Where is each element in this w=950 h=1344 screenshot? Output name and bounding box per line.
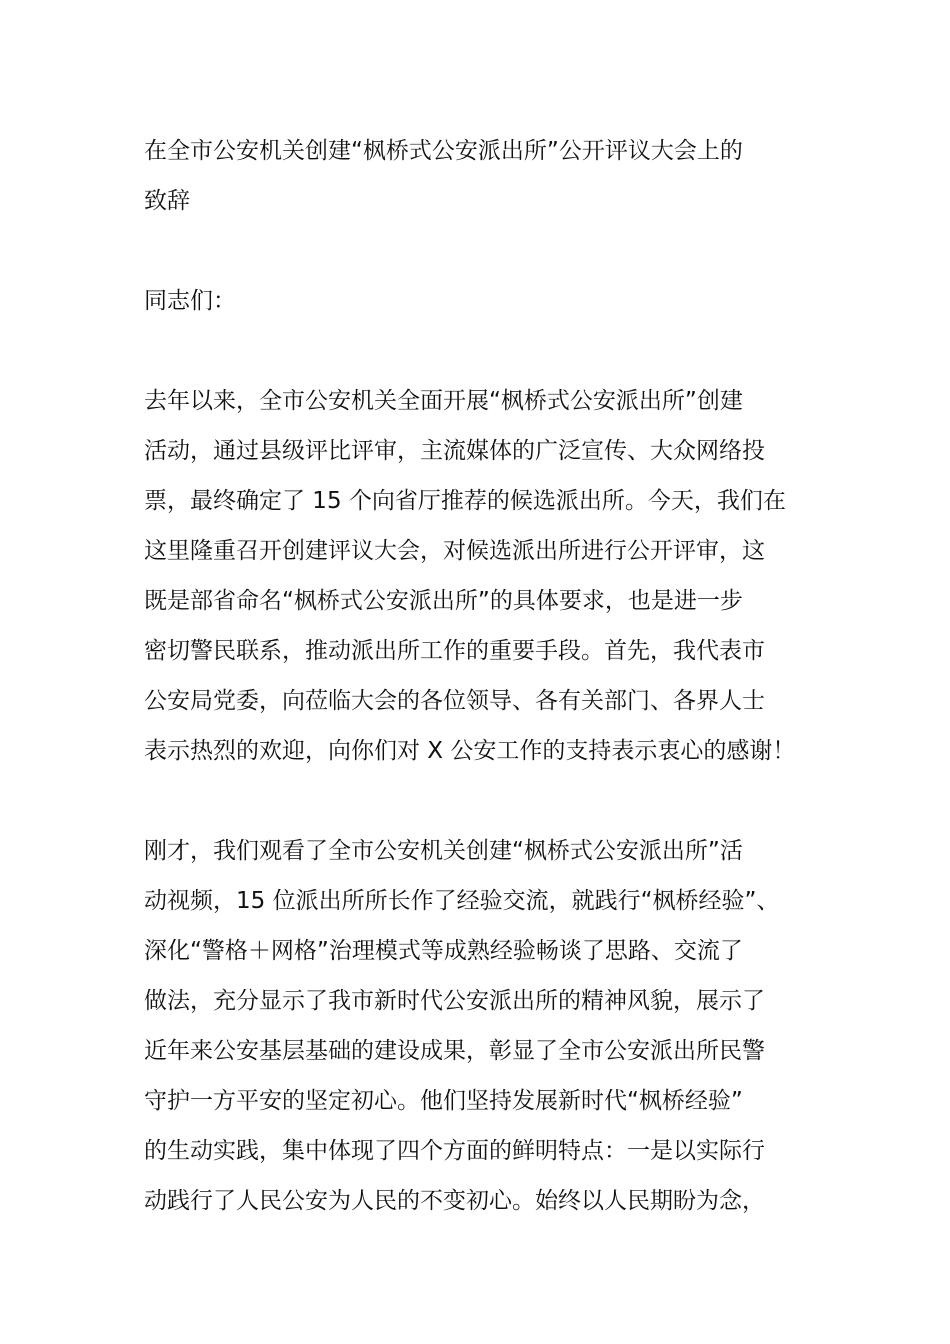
paragraph-line: 刚才，我们观看了全市公安机关创建“枫桥式公安派出所”活 [144, 838, 743, 864]
paragraph-line: 去年以来，全市公安机关全面开展“枫桥式公安派出所”创建 [144, 388, 743, 414]
paragraph-line: 密切警民联系，推动派出所工作的重要手段。首先，我代表市 [144, 638, 765, 664]
paragraph-line: 公安局党委，向莅临大会的各位领导、各有关部门、各界人士 [144, 688, 765, 714]
salutation-text: 同志们： [144, 288, 236, 314]
paragraph-line: 动践行了人民公安为人民的不变初心。始终以人民期盼为念， [144, 1188, 765, 1214]
paragraph-2 [144, 826, 824, 1226]
paragraph-line: 近年来公安基层基础的建设成果，彰显了全市公安派出所民警 [144, 1038, 765, 1064]
document-body [144, 126, 824, 1226]
paragraph-line: 动视频，15 位派出所所长作了经验交流，就践行“枫桥经验”、 [144, 888, 780, 914]
paragraph-1 [144, 376, 824, 776]
paragraph-line: 的生动实践，集中体现了四个方面的鲜明特点：一是以实际行 [144, 1138, 765, 1164]
paragraph-line: 守护一方平安的坚定初心。他们坚持发展新时代“枫桥经验” [144, 1088, 743, 1114]
paragraph-line: 深化“警格＋网格”治理模式等成熟经验畅谈了思路、交流了 [144, 938, 743, 964]
document-title [144, 126, 824, 226]
salutation [144, 276, 824, 326]
paragraph-line: 做法，充分显示了我市新时代公安派出所的精神风貌，展示了 [144, 988, 765, 1014]
title-line: 致辞 [144, 188, 190, 214]
paragraph-line: 票，最终确定了 15 个向省厅推荐的候选派出所。今天，我们在 [144, 488, 786, 514]
paragraph-line: 表示热烈的欢迎，向你们对 X 公安工作的支持表示衷心的感谢！ [144, 738, 796, 764]
paragraph-line: 既是部省命名“枫桥式公安派出所”的具体要求，也是进一步 [144, 588, 743, 614]
title-line: 在全市公安机关创建“枫桥式公安派出所”公开评议大会上的 [144, 138, 743, 164]
paragraph-line: 活动，通过县级评比评审，主流媒体的广泛宣传、大众网络投 [144, 438, 765, 464]
paragraph-line: 这里隆重召开创建评议大会，对候选派出所进行公开评审，这 [144, 538, 765, 564]
